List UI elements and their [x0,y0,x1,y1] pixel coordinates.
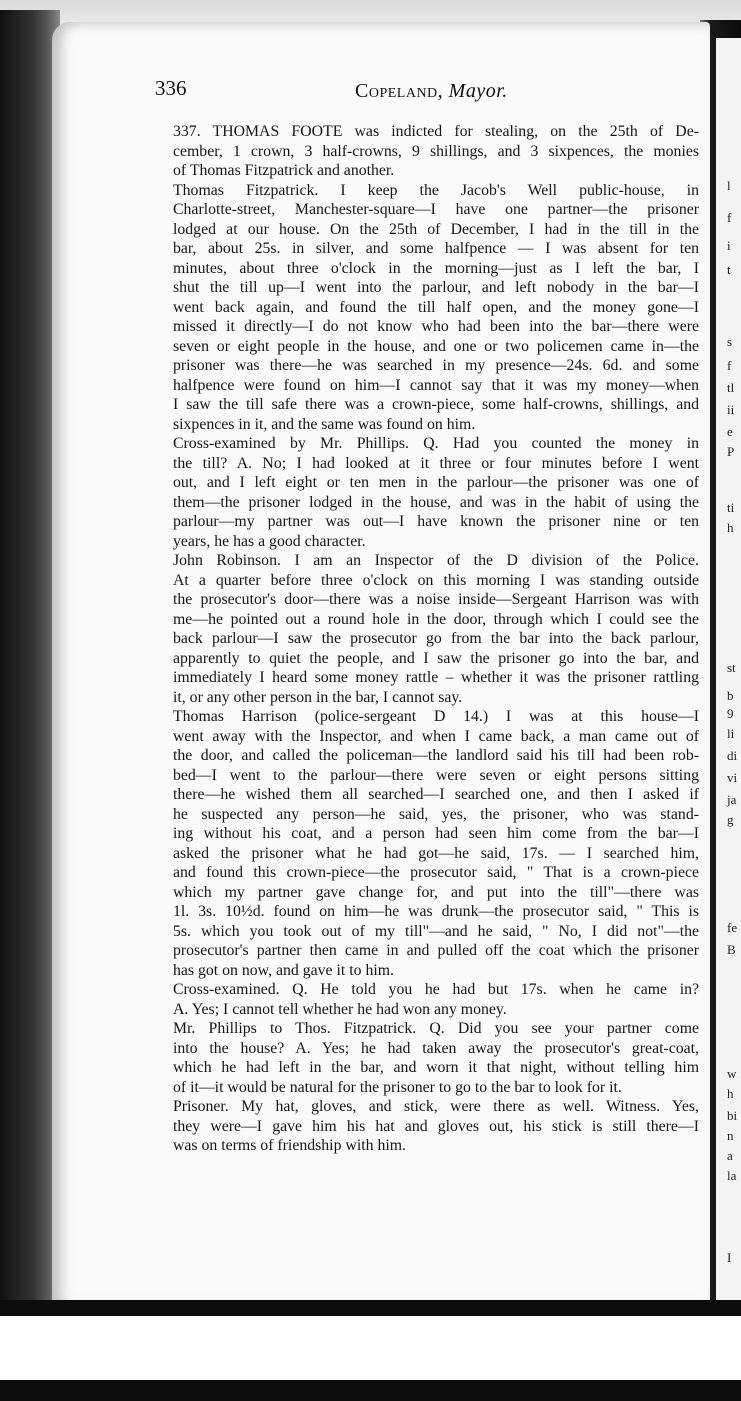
text-line: A. Yes; I cannot tell whether he had won any money. [173,1000,507,1018]
margin-fragment: P [727,444,735,459]
text-line: lodged at our house. On the 25th of December, I had in the till in the [173,220,699,238]
margin-fragment: w [727,1066,737,1081]
text-line: halfpence were found on him—I cannot say that it was my money—when [173,376,699,394]
margin-fragment: h [727,520,734,535]
page-header [155,72,700,108]
text-line: years, he has a good character. [173,532,366,550]
text-line: there—he wished them all searched—I searched one, and then I asked if [173,786,699,803]
margin-fragment: l [727,178,731,193]
margin-fragment: I [727,1250,732,1265]
text-line: shut the till up—I went into the parlour, and left nobody in the bar—I [173,279,699,296]
margin-fragment: ii [727,402,735,417]
page-body-text [173,122,699,1156]
margin-fragment: t [727,262,731,277]
text-line: sixpences in it, and the same was found on him. [173,415,476,433]
text-line: I saw the till safe there was a crown-piece, some half-crowns, shillings, and [173,396,699,413]
text-line: parlour—my partner was out—I have known the prisoner nine or ten [173,513,699,530]
text-line: which he had left in the bar, and worn it that night, without telling him [173,1059,699,1076]
text-line: 337. THOMAS FOOTE was indicted for stealing, on the 25th of De- [173,123,699,140]
text-line: apparently to quiet the people, and I saw the prisoner go into the bar, and [173,649,699,667]
running-head [355,80,508,103]
margin-fragment: ti [727,500,735,515]
text-line: into the house? A. Yes; he had taken away the prosecutor's great-coat, [173,1039,699,1057]
text-line: At a quarter before three o'clock on this morning I was standing outside [173,571,699,589]
text-line: which my partner gave change for, and put into the till"—there was [173,883,699,901]
margin-fragment: e [727,424,733,439]
margin-fragment: vi [727,770,738,785]
scan-bottom-strip [0,1380,741,1401]
text-line: 5s. which you took out of my till"—and he said, " No, I did not"—the [173,922,699,940]
margin-fragment: st [727,660,736,675]
margin-fragment: B [727,942,736,957]
text-line: Cross-examined by Mr. Phillips. Q. Had you counted the money in [173,435,699,452]
text-line: back parlour—I saw the prosecutor go from the bar into the back parlour, [173,630,699,647]
text-line: of it—it would be natural for the prisoner to go to the bar to look for it. [173,1078,622,1096]
text-line: they were—I gave him his hat and gloves out, his stick is still there—I [173,1117,699,1135]
margin-fragment: li [727,726,735,741]
text-line: and found this crown-piece—the prosecutor said, " That is a crown-piece [173,864,699,881]
text-line: Thomas Fitzpatrick. I keep the Jacob's Well public-house, in [173,181,699,199]
margin-fragment: tl [727,380,735,395]
margin-fragment: bi [727,1108,738,1123]
text-line: minutes, about three o'clock in the morning—just as I left the bar, I [173,259,699,277]
text-line: John Robinson. I am an Inspector of the D division of the Police. [173,552,699,569]
page-number: 336 [155,76,187,100]
text-line: he suspected any person—he said, yes, the prisoner, who was stand- [173,805,699,823]
text-line: was on terms of friendship with him. [173,1137,406,1154]
scan-bottom-dark-band [0,1300,741,1316]
scan-bottom-blank [0,1316,741,1380]
margin-fragment: di [727,748,738,763]
text-line: bed—I went to the parlour—there were seven or eight persons sitting [173,766,699,784]
text-line: missed it directly—I do not know who had been into the bar—there were [173,318,699,335]
text-line: went away with the Inspector, and when I came back, a man came out of [173,727,699,745]
text-line: the door, and called the policeman—the landlord said his till had been rob- [173,747,699,764]
text-line: cember, 1 crown, 3 half-crowns, 9 shillings, and 3 sixpences, the monies [173,142,699,160]
text-line: the till? A. No; I had looked at it three or four minutes before I went [173,454,699,472]
text-line: me—he pointed out a round hole in the door, through which I could see the [173,610,699,628]
text-line: the prosecutor's door—there was a noise inside—Sergeant Harrison was with [173,591,699,608]
text-line: Cross-examined. Q. He told you he had but 17s. when he came in? [173,981,699,998]
margin-fragment: i [727,238,731,253]
margin-fragment: 9 [727,706,734,721]
text-line: them—the prisoner lodged in the house, and was in the habit of using the [173,493,699,511]
margin-fragment: g [727,812,734,827]
text-line: out, and I left eight or ten men in the parlour—the prisoner was one of [173,474,699,491]
margin-fragment: la [727,1168,737,1183]
text-line: prisoner was there—he was searched in my presence—24s. 6d. and some [173,357,699,374]
text-line: prosecutor's partner then came in and pulled off the coat which the prisoner [173,942,699,959]
text-line: Prisoner. My hat, gloves, and stick, were there as well. Witness. Yes, [173,1098,699,1115]
running-head-name: Copeland, [355,80,444,102]
running-head-title: Mayor. [448,80,508,102]
margin-fragment: b [727,688,734,703]
text-line: Thomas Harrison (police-sergeant D 14.) I was at this house—I [173,708,699,725]
text-line: of Thomas Fitzpatrick and another. [173,162,395,179]
text-line: it, or any other person in the bar, I cannot say. [173,688,463,706]
text-line: immediately I heard some money rattle – whether it was the prisoner rattling [173,669,699,686]
text-line: bar, about 25s. in silver, and some halfpence — I was absent for ten [173,240,699,257]
text-line: ing without his coat, and a person had seen him come from the bar—I [173,825,699,842]
text-line: 1l. 3s. 10½d. found on him—he was drunk—the prosecutor said, " This is [173,903,699,920]
margin-fragment: h [727,1086,734,1101]
margin-fragment: ja [727,792,737,807]
margin-fragment: f [727,358,732,373]
text-line: has got on now, and gave it to him. [173,961,394,979]
text-line: seven or eight people in the house, and one or two policemen came in—the [173,337,699,355]
text-line: went back again, and found the till half open, and the money gone—I [173,298,699,316]
text-line: Mr. Phillips to Thos. Fitzpatrick. Q. Did you see your partner come [173,1020,699,1037]
text-line: asked the prisoner what he had got—he said, 17s. — I searched him, [173,844,699,862]
margin-fragment: f [727,210,732,225]
margin-fragment: s [727,334,733,349]
book-page-edges-left [0,10,60,1300]
text-line: Charlotte-street, Manchester-square—I have one partner—the prisoner [173,201,699,218]
margin-fragment: fe [727,920,738,935]
margin-fragment: a [727,1148,733,1163]
margin-fragment: n [727,1128,734,1143]
